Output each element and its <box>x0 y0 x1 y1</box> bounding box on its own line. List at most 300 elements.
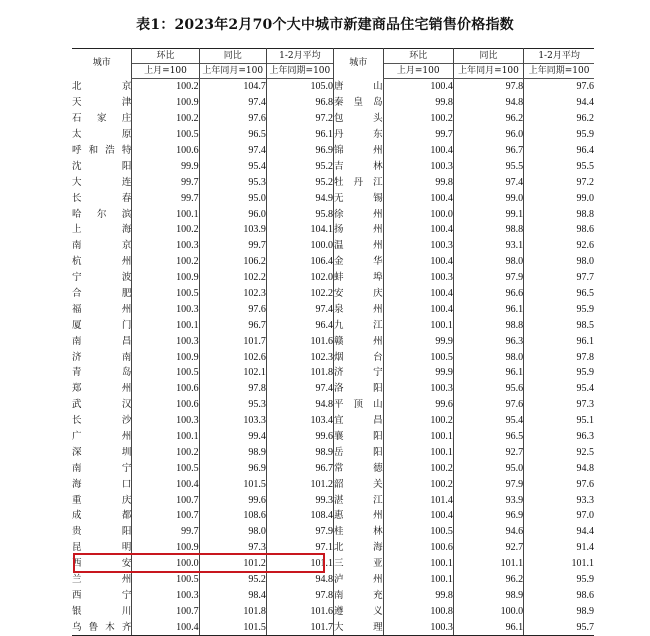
cell-mom-left: 100.3 <box>132 413 199 429</box>
cell-mom-left: 100.3 <box>132 333 199 349</box>
cell-yoy-right: 100.0 <box>453 603 523 619</box>
header-avg-left: 1-2月平均 <box>266 49 333 64</box>
cell-mom-left: 99.9 <box>132 158 199 174</box>
cell-city-right: 唐山 <box>334 79 384 95</box>
cell-city-right: 洛阳 <box>334 381 384 397</box>
cell-mom-left: 100.1 <box>132 429 199 445</box>
cell-mom-right: 100.1 <box>383 317 453 333</box>
cell-yoy-right: 97.4 <box>453 174 523 190</box>
cell-mom-left: 100.7 <box>132 508 199 524</box>
cell-yoy-right: 92.7 <box>453 540 523 556</box>
cell-city-right: 南充 <box>334 588 384 604</box>
cell-avg-right: 94.4 <box>524 95 594 111</box>
cell-yoy-left: 102.3 <box>199 286 266 302</box>
cell-city-right: 泸州 <box>334 572 384 588</box>
cell-yoy-right: 95.0 <box>453 460 523 476</box>
cell-city-right: 湛江 <box>334 492 384 508</box>
cell-avg-left: 102.3 <box>266 349 333 365</box>
cell-avg-right: 97.7 <box>524 270 594 286</box>
cell-city-right: 安庆 <box>334 286 384 302</box>
cell-mom-right: 100.3 <box>383 238 453 254</box>
table-row <box>72 572 594 588</box>
cell-avg-left: 97.8 <box>266 588 333 604</box>
table-row <box>72 286 594 302</box>
cell-city-right: 桂林 <box>334 524 384 540</box>
cell-city-right: 吉林 <box>334 158 384 174</box>
cell-city-left: 济南 <box>72 351 132 363</box>
cell-avg-left: 102.2 <box>266 286 333 302</box>
cell-avg-left: 96.7 <box>266 460 333 476</box>
cell-mom-left: 100.1 <box>132 206 199 222</box>
cell-yoy-left: 102.1 <box>199 365 266 381</box>
cell-yoy-left: 108.6 <box>199 508 266 524</box>
table-row <box>72 508 594 524</box>
cell-city-right: 济宁 <box>334 365 384 381</box>
cell-yoy-left: 99.7 <box>199 238 266 254</box>
cell-yoy-left: 97.6 <box>199 111 266 127</box>
cell-avg-right: 98.8 <box>524 206 594 222</box>
cell-city-right: 北海 <box>334 540 384 556</box>
cell-avg-right: 98.5 <box>524 317 594 333</box>
header-mom-base-left: 上月=100 <box>132 64 199 79</box>
cell-avg-left: 103.4 <box>266 413 333 429</box>
cell-avg-left: 101.7 <box>266 619 333 635</box>
cell-mom-left: 100.6 <box>132 381 199 397</box>
header-avg-base-right: 上年同期=100 <box>524 64 594 79</box>
cell-city-right: 三亚 <box>334 556 384 572</box>
cell-mom-right: 100.4 <box>383 254 453 270</box>
header-city-right: 城市 <box>334 49 384 79</box>
cell-city-right: 襄阳 <box>334 429 384 445</box>
cell-city-left: 青岛 <box>72 367 132 379</box>
cell-avg-right: 92.5 <box>524 444 594 460</box>
cell-avg-right: 95.9 <box>524 127 594 143</box>
cell-city-left: 沈阳 <box>72 160 132 172</box>
table-row <box>72 429 594 445</box>
table-row <box>72 222 594 238</box>
cell-yoy-left: 95.0 <box>199 190 266 206</box>
cell-mom-right: 99.9 <box>383 333 453 349</box>
cell-mom-right: 100.2 <box>383 413 453 429</box>
cell-avg-left: 108.4 <box>266 508 333 524</box>
cell-yoy-right: 96.7 <box>453 143 523 159</box>
cell-mom-left: 100.4 <box>132 619 199 635</box>
cell-avg-right: 95.9 <box>524 365 594 381</box>
table-row <box>72 603 594 619</box>
cell-mom-right: 100.3 <box>383 158 453 174</box>
cell-avg-right: 96.3 <box>524 429 594 445</box>
header-avg-right: 1-2月平均 <box>524 49 594 64</box>
table-row <box>72 317 594 333</box>
table-row <box>72 333 594 349</box>
cell-avg-right: 97.3 <box>524 397 594 413</box>
cell-yoy-right: 96.2 <box>453 111 523 127</box>
cell-city-left: 石家庄 <box>72 113 132 125</box>
cell-yoy-left: 101.5 <box>199 619 266 635</box>
cell-yoy-left: 97.4 <box>199 143 266 159</box>
cell-mom-right: 100.3 <box>383 381 453 397</box>
cell-mom-right: 100.4 <box>383 286 453 302</box>
cell-mom-left: 99.7 <box>132 524 199 540</box>
table-row <box>72 556 594 572</box>
cell-avg-left: 99.3 <box>266 492 333 508</box>
cell-yoy-left: 98.0 <box>199 524 266 540</box>
cell-city-right: 惠州 <box>334 508 384 524</box>
cell-avg-right: 95.5 <box>524 158 594 174</box>
cell-avg-left: 99.6 <box>266 429 333 445</box>
cell-yoy-right: 96.6 <box>453 286 523 302</box>
cell-yoy-right: 99.1 <box>453 206 523 222</box>
cell-avg-right: 101.1 <box>524 556 594 572</box>
cell-avg-left: 96.4 <box>266 317 333 333</box>
cell-mom-right: 100.6 <box>383 540 453 556</box>
cell-avg-left: 96.8 <box>266 95 333 111</box>
cell-mom-left: 100.2 <box>132 254 199 270</box>
cell-city-left: 西宁 <box>72 589 132 601</box>
table-row <box>72 270 594 286</box>
cell-avg-right: 91.4 <box>524 540 594 556</box>
cell-mom-left: 100.5 <box>132 286 199 302</box>
header-city-left: 城市 <box>92 58 111 69</box>
table-row <box>72 238 594 254</box>
cell-mom-right: 100.5 <box>383 349 453 365</box>
cell-mom-left: 100.9 <box>132 349 199 365</box>
cell-avg-right: 97.6 <box>524 476 594 492</box>
cell-yoy-left: 95.2 <box>199 572 266 588</box>
table-title: 表1：2023年2月70个大中城市新建商品住宅销售价格指数 <box>136 17 514 33</box>
table-row <box>72 540 594 556</box>
cell-yoy-left: 96.9 <box>199 460 266 476</box>
table-row <box>72 158 594 174</box>
cell-mom-left: 100.5 <box>132 127 199 143</box>
cell-city-left: 合肥 <box>72 288 132 300</box>
cell-city-right: 大理 <box>334 619 384 635</box>
header-mom-base-right: 上月=100 <box>383 64 453 79</box>
cell-city-left: 呼和浩特 <box>72 145 132 156</box>
cell-city-left: 南宁 <box>72 462 132 474</box>
cell-yoy-right: 101.1 <box>453 556 523 572</box>
cell-city-right: 蚌埠 <box>334 270 384 286</box>
cell-avg-right: 98.6 <box>524 222 594 238</box>
header-row-1 <box>72 49 594 64</box>
table-row <box>72 301 594 317</box>
header-avg-base-left: 上年同期=100 <box>266 64 333 79</box>
cell-mom-right: 101.4 <box>383 492 453 508</box>
cell-yoy-right: 98.9 <box>453 588 523 604</box>
cell-avg-left: 95.2 <box>266 174 333 190</box>
cell-mom-left: 100.9 <box>132 540 199 556</box>
cell-yoy-right: 96.1 <box>453 619 523 635</box>
table-row <box>72 111 594 127</box>
cell-mom-right: 100.4 <box>383 143 453 159</box>
table-row <box>72 95 594 111</box>
header-row-2 <box>72 64 594 79</box>
cell-yoy-left: 101.2 <box>199 556 266 572</box>
cell-avg-right: 95.7 <box>524 619 594 635</box>
cell-mom-right: 100.2 <box>383 111 453 127</box>
cell-yoy-left: 103.3 <box>199 413 266 429</box>
cell-mom-right: 100.4 <box>383 79 453 95</box>
cell-city-right: 金华 <box>334 254 384 270</box>
cell-yoy-right: 97.6 <box>453 397 523 413</box>
cell-city-left: 厦门 <box>72 319 132 331</box>
table-row <box>72 206 594 222</box>
table-row <box>72 127 594 143</box>
cell-yoy-right: 98.8 <box>453 222 523 238</box>
cell-city-right: 遵义 <box>334 603 384 619</box>
cell-city-left: 太原 <box>72 129 132 141</box>
table-row <box>72 143 594 159</box>
cell-avg-right: 95.9 <box>524 301 594 317</box>
cell-yoy-left: 99.4 <box>199 429 266 445</box>
table-row <box>72 174 594 190</box>
cell-avg-left: 95.8 <box>266 206 333 222</box>
cell-city-left: 南京 <box>72 240 132 252</box>
cell-avg-left: 101.2 <box>266 476 333 492</box>
table-row <box>72 476 594 492</box>
cell-mom-left: 100.3 <box>132 301 199 317</box>
cell-city-right: 岳阳 <box>334 444 384 460</box>
cell-yoy-right: 94.6 <box>453 524 523 540</box>
cell-avg-right: 98.6 <box>524 588 594 604</box>
cell-mom-right: 100.4 <box>383 222 453 238</box>
cell-yoy-right: 96.2 <box>453 572 523 588</box>
cell-yoy-left: 102.6 <box>199 349 266 365</box>
cell-city-left: 银川 <box>72 605 132 617</box>
cell-city-left: 南昌 <box>72 335 132 347</box>
cell-avg-left: 94.8 <box>266 572 333 588</box>
cell-yoy-left: 97.3 <box>199 540 266 556</box>
cell-mom-left: 100.2 <box>132 222 199 238</box>
cell-city-right: 九江 <box>334 317 384 333</box>
header-mom-right: 环比 <box>383 49 453 64</box>
cell-yoy-left: 95.3 <box>199 397 266 413</box>
cell-city-left: 宁波 <box>72 272 132 284</box>
cell-yoy-right: 95.5 <box>453 158 523 174</box>
cell-yoy-right: 97.8 <box>453 79 523 95</box>
cell-avg-right: 95.1 <box>524 413 594 429</box>
cell-yoy-right: 96.1 <box>453 301 523 317</box>
cell-yoy-right: 97.9 <box>453 476 523 492</box>
cell-city-right: 锦州 <box>334 143 384 159</box>
cell-avg-right: 96.2 <box>524 111 594 127</box>
table-row <box>72 444 594 460</box>
cell-city-right: 包头 <box>334 111 384 127</box>
cell-city-left: 昆明 <box>72 542 132 554</box>
cell-mom-left: 100.7 <box>132 492 199 508</box>
cell-city-right: 无锡 <box>334 190 384 206</box>
cell-avg-left: 101.8 <box>266 365 333 381</box>
header-yoy-left: 同比 <box>199 49 266 64</box>
cell-mom-right: 100.5 <box>383 524 453 540</box>
table-row <box>72 381 594 397</box>
cell-avg-left: 97.9 <box>266 524 333 540</box>
header-yoy-base-right: 上年同月=100 <box>453 64 523 79</box>
cell-avg-left: 97.1 <box>266 540 333 556</box>
cell-avg-left: 101.6 <box>266 603 333 619</box>
cell-mom-left: 99.7 <box>132 174 199 190</box>
cell-avg-right: 93.3 <box>524 492 594 508</box>
cell-yoy-right: 96.3 <box>453 333 523 349</box>
cell-avg-left: 102.0 <box>266 270 333 286</box>
cell-mom-left: 100.9 <box>132 95 199 111</box>
cell-yoy-left: 103.9 <box>199 222 266 238</box>
cell-city-left: 天津 <box>72 97 132 109</box>
cell-mom-left: 100.2 <box>132 111 199 127</box>
cell-avg-left: 97.4 <box>266 381 333 397</box>
cell-mom-right: 99.8 <box>383 588 453 604</box>
cell-avg-right: 94.8 <box>524 460 594 476</box>
cell-city-right: 韶关 <box>334 476 384 492</box>
cell-mom-left: 100.1 <box>132 317 199 333</box>
table-row <box>72 254 594 270</box>
cell-city-right: 泉州 <box>334 301 384 317</box>
cell-yoy-right: 96.1 <box>453 365 523 381</box>
cell-mom-left: 100.2 <box>132 79 199 95</box>
cell-avg-left: 105.0 <box>266 79 333 95</box>
cell-yoy-right: 93.9 <box>453 492 523 508</box>
table-row <box>72 190 594 206</box>
table-row <box>72 397 594 413</box>
cell-avg-right: 98.9 <box>524 603 594 619</box>
cell-city-right: 常德 <box>334 460 384 476</box>
cell-yoy-right: 95.6 <box>453 381 523 397</box>
cell-mom-right: 100.4 <box>383 508 453 524</box>
cell-yoy-left: 98.4 <box>199 588 266 604</box>
cell-city-right: 烟台 <box>334 349 384 365</box>
cell-avg-right: 97.8 <box>524 349 594 365</box>
cell-mom-right: 100.4 <box>383 301 453 317</box>
cell-city-right: 扬州 <box>334 222 384 238</box>
cell-avg-right: 95.4 <box>524 381 594 397</box>
cell-avg-right: 97.0 <box>524 508 594 524</box>
cell-city-left: 郑州 <box>72 383 132 395</box>
cell-avg-right: 96.1 <box>524 333 594 349</box>
cell-mom-right: 100.1 <box>383 444 453 460</box>
cell-yoy-right: 98.0 <box>453 254 523 270</box>
cell-avg-left: 94.9 <box>266 190 333 206</box>
cell-mom-left: 99.7 <box>132 190 199 206</box>
cell-mom-right: 100.1 <box>383 429 453 445</box>
cell-city-left: 海口 <box>72 478 132 490</box>
cell-mom-right: 100.1 <box>383 572 453 588</box>
cell-yoy-left: 97.8 <box>199 381 266 397</box>
cell-avg-right: 96.5 <box>524 286 594 302</box>
table-row <box>72 524 594 540</box>
cell-mom-left: 100.5 <box>132 460 199 476</box>
cell-avg-left: 101.1 <box>266 556 333 572</box>
cell-yoy-left: 101.8 <box>199 603 266 619</box>
cell-mom-left: 100.2 <box>132 444 199 460</box>
cell-avg-left: 101.6 <box>266 333 333 349</box>
cell-city-left: 深圳 <box>72 446 132 458</box>
cell-city-left: 广州 <box>72 431 132 443</box>
cell-city-right: 平顶山 <box>334 397 384 413</box>
cell-mom-right: 100.1 <box>383 556 453 572</box>
cell-mom-right: 100.2 <box>383 476 453 492</box>
header-yoy-right: 同比 <box>453 49 523 64</box>
table-row <box>72 619 594 635</box>
cell-mom-right: 99.6 <box>383 397 453 413</box>
cell-yoy-right: 94.8 <box>453 95 523 111</box>
cell-mom-right: 100.4 <box>383 190 453 206</box>
cell-yoy-left: 99.6 <box>199 492 266 508</box>
cell-avg-left: 100.0 <box>266 238 333 254</box>
cell-yoy-left: 102.2 <box>199 270 266 286</box>
table-row <box>72 349 594 365</box>
cell-city-left: 杭州 <box>72 256 132 268</box>
cell-mom-left: 100.6 <box>132 143 199 159</box>
price-index-table <box>72 48 594 636</box>
cell-mom-right: 99.8 <box>383 95 453 111</box>
cell-mom-left: 100.5 <box>132 572 199 588</box>
cell-mom-right: 100.2 <box>383 460 453 476</box>
cell-avg-right: 97.6 <box>524 79 594 95</box>
cell-mom-left: 100.0 <box>132 556 199 572</box>
header-yoy-base-left: 上年同月=100 <box>199 64 266 79</box>
cell-mom-right: 99.9 <box>383 365 453 381</box>
cell-mom-left: 100.3 <box>132 588 199 604</box>
cell-city-left: 西安 <box>72 558 132 570</box>
table-row <box>72 79 594 95</box>
cell-avg-right: 98.0 <box>524 254 594 270</box>
cell-yoy-left: 96.7 <box>199 317 266 333</box>
cell-yoy-left: 98.9 <box>199 444 266 460</box>
cell-avg-right: 94.4 <box>524 524 594 540</box>
cell-city-left: 兰州 <box>72 574 132 586</box>
cell-city-left: 重庆 <box>72 494 132 506</box>
cell-yoy-left: 96.5 <box>199 127 266 143</box>
cell-city-left: 成都 <box>72 510 132 522</box>
cell-mom-left: 100.3 <box>132 238 199 254</box>
cell-yoy-left: 97.6 <box>199 301 266 317</box>
cell-yoy-right: 95.4 <box>453 413 523 429</box>
table-row <box>72 492 594 508</box>
table-row <box>72 460 594 476</box>
cell-avg-right: 95.9 <box>524 572 594 588</box>
cell-yoy-right: 99.0 <box>453 190 523 206</box>
table-row <box>72 588 594 604</box>
cell-avg-left: 94.8 <box>266 397 333 413</box>
cell-city-right: 丹东 <box>334 127 384 143</box>
cell-yoy-left: 106.2 <box>199 254 266 270</box>
cell-avg-left: 96.1 <box>266 127 333 143</box>
cell-mom-left: 100.7 <box>132 603 199 619</box>
cell-yoy-left: 104.7 <box>199 79 266 95</box>
cell-avg-right: 92.6 <box>524 238 594 254</box>
cell-yoy-left: 95.4 <box>199 158 266 174</box>
cell-yoy-left: 95.3 <box>199 174 266 190</box>
cell-avg-right: 97.2 <box>524 174 594 190</box>
cell-city-right: 牡丹江 <box>334 174 384 190</box>
cell-city-right: 徐州 <box>334 206 384 222</box>
cell-yoy-right: 96.0 <box>453 127 523 143</box>
cell-yoy-right: 98.0 <box>453 349 523 365</box>
cell-mom-left: 100.5 <box>132 365 199 381</box>
cell-city-right: 秦皇岛 <box>334 95 384 111</box>
cell-yoy-left: 96.0 <box>199 206 266 222</box>
cell-yoy-left: 97.4 <box>199 95 266 111</box>
cell-mom-right: 100.8 <box>383 603 453 619</box>
cell-city-left: 福州 <box>72 303 132 315</box>
cell-yoy-left: 101.5 <box>199 476 266 492</box>
cell-city-left: 乌鲁木齐 <box>72 619 132 635</box>
header-mom-left: 环比 <box>132 49 199 64</box>
cell-city-right: 温州 <box>334 238 384 254</box>
cell-city-right: 宜昌 <box>334 413 384 429</box>
cell-mom-left: 100.9 <box>132 270 199 286</box>
cell-mom-left: 100.6 <box>132 397 199 413</box>
